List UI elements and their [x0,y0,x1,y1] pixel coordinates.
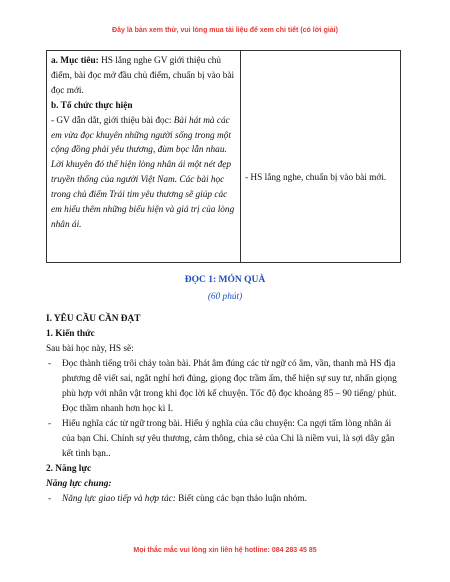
section-heading: I. YÊU CẦU CẦN ĐẠT [46,314,141,324]
list-item: - Hiểu nghĩa các từ ngữ trong bài. Hiểu ý nghĩa của câu chuyện: Ca ngợi tấm lòng nhân ái của bạn Chi. Chính sự yêu thương, cảm thông, chia sẻ của Chi là niềm vui, là sợi dây gắn kết tình bạn.. [48,419,395,459]
knowledge-heading: 1. Kiến thức [46,329,95,339]
objective-paragraph [51,54,237,99]
teacher-cell [51,54,237,233]
student-cell: - HS lắng nghe, chuẩn bị vào bài mới. [245,173,387,183]
general-bullet-text: Biết cùng các bạn thảo luận nhóm. [175,494,307,504]
intro-text: Sau bài học này, HS sẽ: [46,344,134,354]
hotline-banner: Mọi thắc mắc vui lòng xin liên hệ hotline: 084 283 45 85 [133,547,317,554]
list-item: - Năng lực giao tiếp và hợp tác: Biết cùng các bạn thảo luận nhóm. [48,494,307,504]
lesson-title: ĐỌC 1: MÓN QUÀ [184,275,266,285]
list-item-text: Hiểu nghĩa các từ ngữ trong bài. Hiểu ý nghĩa của câu chuyện: Ca ngợi tấm lòng nhân ái của bạn Chi. Chính sự yêu thương, cảm thông, chia sẻ của Chi là niềm vui, là sợi dây gắn kết tình bạn.. [62,419,395,459]
objective-label: a. Mục tiêu: [51,56,99,66]
list-item-text: Đọc thành tiếng trôi chảy toàn bài. Phát âm đúng các từ ngữ có âm, vần, thanh mà HS địa phương dễ viết sai, ngắt nghỉ hơi đúng, giọng đọc trầm ấm, thể hiện sự suy tư, nhấn giọng phù hợp với nhân vật trong khi đọc lời kể chuyện. Tốc độ đọc khoảng 85 – 90 tiếng/ phút. Đọc thầm nhanh hơn học kì I. [62,359,397,414]
organize-heading: b. Tổ chức thực hiện [51,100,133,111]
activity-table [46,50,401,263]
teacher-paragraph [51,114,237,233]
general-bullet-label: Năng lực giao tiếp và hợp tác: [62,494,176,504]
teacher-lead: - GV dẫn dắt, giới thiệu bài đọc: [51,115,174,126]
competence-heading: 2. Năng lực [46,464,92,474]
lesson-duration: (60 phút) [207,292,243,302]
general-competence-label: Năng lực chung: [46,479,112,489]
lesson-content [46,312,401,507]
objective-text: HS lắng nghe GV giới thiệu chủ điểm, bài đọc mở đầu chủ điểm, chuẩn bị vào bài đọc mới. [51,56,235,96]
list-item: - Đọc thành tiếng trôi chảy toàn bài. Phát âm đúng các từ ngữ có âm, vần, thanh mà HS địa phương dễ viết sai, ngắt nghỉ hơi đúng, giọng đọc trầm ấm, thể hiện sự suy tư, nhấn giọng phù hợp với nhân vật trong khi đọc lời kể chuyện. Tốc độ đọc khoảng 85 – 90 tiếng/ phút. Đọc thầm nhanh hơn học kì I. [48,359,397,414]
teacher-quote: Bài hát mà các em vừa đọc khuyên những người sống trong một cộng đồng phải yêu thương, đùm bọc lẫn nhau. Lời khuyên đó thể hiện lòng nhân ái một nét đẹp truyền thống của người Việt Nam. Các bài học trong chủ điểm Trái tim yêu thương sẽ giúp các em hiểu thêm những biểu hiện và giá trị của lòng nhân ái. [51,115,235,230]
preview-banner: Đây là bản xem thử, vui lòng mua tài liệu để xem chi tiết (có lời giải) [112,27,338,34]
table-divider [240,51,241,262]
